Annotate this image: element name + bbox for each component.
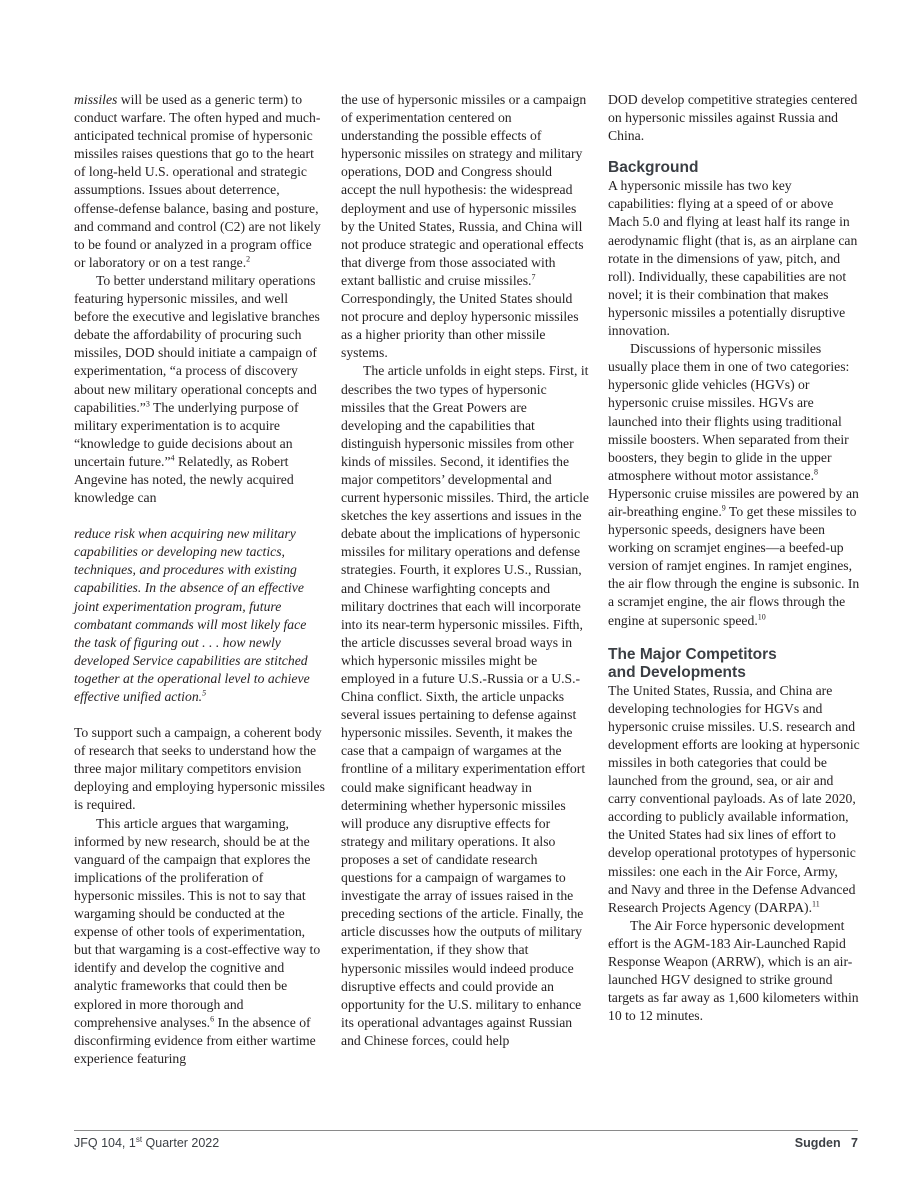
paragraph: This article argues that wargaming, informed by new research, should be at the vanguard of the campaign that explores the implications of the proliferation of hypersonic missiles. This is not to say that wargaming should be conducted at the expense of other tools of experimentation, but that wargaming is a cost-effective way to identify and develop the cognitive and analytic frameworks that could then be explored in more thorough and comprehensive analyses.$^6$ In the absence of disconfirming evidence from either wartime experience featuring — [74, 815, 321, 1066]
paragraph: Discussions of hypersonic missiles usually place them in one of two categories: hypersonic glide vehicles (HGVs) or hypersonic cruise missiles. HGVs are launched into their flights using traditional missile boosters. When separated from their boosters, they begin to glide in the upper atmosphere without motor assistance.$^8$ Hypersonic cruise missiles are powered by an air-breathing engine.$^9$ To get these missiles to hypersonic speeds, designers have been working on scramjet engines—a beefed-up version of ramjet engines. In ramjet engines, the air flow through the engine is subsonic. In a scramjet engine, the air flows through the engine at supersonic speed.$^{10}$ — [608, 341, 860, 628]
column-2 — [341, 91, 590, 1050]
footnote-ref: 10 — [757, 611, 766, 621]
paragraph: To support such a campaign, a coherent body of research that seeks to understand how the three major military competitors envision deploying and employing hypersonic missiles is required. — [74, 725, 325, 813]
footer-author: Sugden — [794, 1136, 841, 1150]
footnote-ref: 9 — [721, 503, 726, 513]
section-heading-major-competitors: The Major Competitors and Developments — [608, 645, 777, 681]
page-number: 7 — [851, 1136, 858, 1150]
paragraph: The article unfolds in eight steps. First, it describes the two types of hypersonic missiles that the Great Powers are developing and the capabilities that distinguish hypersonic missiles from other kinds of missiles. Second, it identifies the major competitors’ developmental and current hypersonic missiles. Third, the article sketches the key assertions and issues in the debate about the implications of hypersonic missiles for military operations and defense strategies. Fourth, it explores U.S., Russian, and Chinese warfighting concepts and military doctrines that each will incorporate into its near-term hypersonic missiles. Fifth, the article discusses several broad ways in which hypersonic missiles might be employed in a future U.S.-Russia or a U.S.-China conflict. Sixth, the article unpacks several issues pertaining to defense against hypersonic missiles. Seventh, it makes the case that a campaign of wargames at the frontline of a military experimentation effort could make significant headway in determining whether hypersonic missiles will produce any disruptive effects for strategy and military operations. It also proposes a set of candidate research questions for a campaign of wargames to investigate the array of issues raised in the preceding sections of the article. Finally, the article discusses how the outputs of military experimentation, if they show that hypersonic missiles would indeed produce disruptive effects and could provide an opportunity for the U.S. military to enhance its operational advantages against Russian and Chinese forces, could help — [341, 363, 589, 1048]
footnote-ref: 3 — [145, 399, 150, 409]
paragraph: The United States, Russia, and China are developing technologies for HGVs and hypersonic cruise missiles. U.S. research and development efforts are looking at hypersonic missiles in both categories that could be launched from the ground, sea, or air and carry conventional payloads. As of late 2020, according to publicly available information, the United States had six lines of effort to develop operational prototypes of hypersonic missiles: one each in the Air Force, Army, and Navy and three in the Defense Advanced Research Projects Agency (DARPA).$^{11}$ — [608, 682, 860, 915]
footnote-ref: 5 — [202, 688, 207, 698]
paragraph: missiles will be used as a generic term) to conduct warfare. The often hyped and much-anticipated technical promise of hypersonic missiles raises questions that go to the heart of long-held U.S. operational and strategic assumptions. Issues about deterrence, offense-defense balance, basing and posture, and command and control (C2) are not likely to be found or analyzed in a program office or laboratory or on a test range.$^2$ — [74, 92, 321, 270]
footnote-ref: 4 — [170, 453, 175, 463]
footer-page — [795, 1136, 858, 1150]
paragraph: A hypersonic missile has two key capabilities: flying at a speed of or above Mach 5.0 and flying at least half its range in aerodynamic flight (that is, as an airplane can rotate in the dimensions of yaw, pitch, and roll). Individually, these capabilities are not novel; it is their combination that makes hypersonic missiles a potentially disruptive innovation. — [608, 178, 858, 339]
block-quote: reduce risk when acquiring new military capabilities or developing new tactics, techniques, and procedures with existing capabilities. In the absence of an effective joint experimentation program, future combatant commands will most likely face the task of figuring out . . . how newly developed Service capabilities are stitched together at the operational level to achieve effective unified action.$^5$ — [74, 526, 310, 704]
footer-journal: JFQ 104, 1st Quarter 2022 — [74, 1134, 220, 1150]
footnote-ref: 11 — [812, 899, 820, 909]
paragraph: the use of hypersonic missiles or a campaign of experimentation centered on understanding the possible effects of hypersonic missiles on strategy and military operations, DOD and Congress should accept the null hypothesis: the widespread deployment and use of hypersonic missiles by the United States, Russia, and China will not produce strategic and operational effects that diverge from those associated with extant ballistic and cruise missiles.$^7$ Correspondingly, the United States should not procure and deploy hypersonic missiles as a higher priority than other missile systems. — [341, 92, 587, 361]
footnote-ref: 8 — [814, 467, 819, 477]
footnote-ref: 7 — [531, 272, 536, 282]
footnote-ref: 2 — [246, 254, 251, 264]
column-1 — [74, 91, 325, 1068]
footnote-ref: 6 — [210, 1014, 215, 1024]
paragraph: DOD develop competitive strategies centered on hypersonic missiles against Russia and China. — [608, 92, 858, 144]
paragraph: To better understand military operations featuring hypersonic missiles, and well before the executive and legislative branches debate the affordability of procuring such missiles, DOD should initiate a campaign of experimentation, “a process of discovery about new military operational concepts and capabilities.”$^3$ The underlying purpose of military experimentation is to acquire “knowledge to guide decisions about an uncertain future.”$^4$ Relatedly, as Robert Angevine has noted, the newly acquired knowledge can — [74, 272, 320, 506]
section-heading-background: Background — [608, 159, 699, 177]
column-3 — [608, 91, 860, 1025]
footer-rule — [74, 1130, 858, 1131]
paragraph: The Air Force hypersonic development effort is the AGM-183 Air-Launched Rapid Response Weapon (ARRW), which is an air-launched HGV designed to strike ground targets as far away as 1,600 kilometers within 10 to 12 minutes. — [608, 917, 859, 1024]
